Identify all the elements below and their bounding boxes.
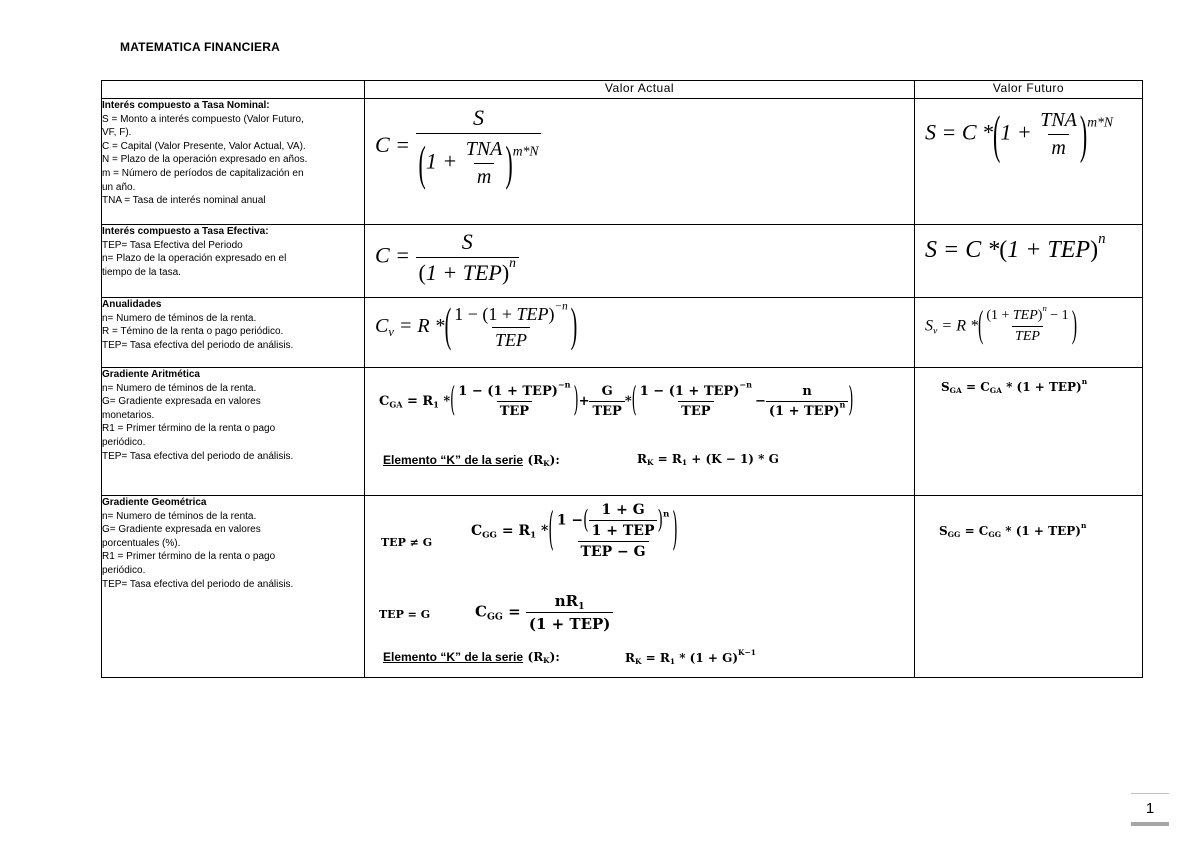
formula-vf-efectiva: S = C *(1 + TEP)$^n$ <box>925 230 1106 263</box>
row-line: N = Plazo de la operación expresado en años. <box>102 154 308 166</box>
formula-vf-gradiente-geometrica: $S_{GG} = C_{GG} * (1 + TEP)^n$ <box>939 520 1087 540</box>
header-valor-actual: Valor Actual <box>365 81 915 99</box>
formula-va-gradiente-aritmetica: $C_{GA} = R_1$ *( $\frac{1 - (1 + TEP)^{-n}}{\text{TEP}}$ )+ $\frac{G}{\text{TEP}}$ *( $\frac{1 - (1 + TEP)^{-n}}{\text{TEP}}$ − $\frac{n}{(1 + TEP)^n}$ ) <box>379 379 854 421</box>
page-number: 1 <box>1145 800 1155 817</box>
label-tep-neq-g: TEP ≠ G <box>381 536 433 549</box>
label-tep-eq-g: TEP = G <box>379 608 431 621</box>
row-line: TEP= Tasa Efectiva del Periodo <box>102 239 243 251</box>
row-description <box>102 368 365 496</box>
formula-vf-gradiente-aritmetica: $S_{GA} = C_{GA} * (1 + TEP)^n$ <box>941 376 1088 396</box>
row-line: R = Témino de la renta o pago periódico. <box>102 326 284 338</box>
formula-cell-valor-actual <box>365 298 915 368</box>
row-line: VF, F). <box>102 127 132 139</box>
header-row <box>102 81 1143 99</box>
formula-va-efectiva: C = $\frac{S}{(1 + TEP)^n}$ <box>375 229 519 286</box>
row-line: n= Numero de téminos de la renta. <box>102 312 257 324</box>
table-row <box>102 225 1143 298</box>
formula-cell-valor-actual <box>365 368 915 496</box>
row-description <box>102 225 365 298</box>
formula-cell-valor-actual <box>365 225 915 298</box>
row-line: periódico. <box>102 436 146 448</box>
row-line: TEP= Tasa efectiva del periodo de análisis. <box>102 339 294 351</box>
row-line: C = Capital (Valor Presente, Valor Actual, VA). <box>102 140 306 152</box>
row-line: TEP= Tasa efectiva del periodo de análisis. <box>102 578 294 590</box>
formula-vf-anualidades: $S_v = R$ *( $\frac{(1 + TEP)^n - 1}{\text{TEP}}$ ) <box>925 303 1078 346</box>
row-line: G= Gradiente expresada en valores <box>102 524 261 536</box>
row-line: n= Numero de téminos de la renta. <box>102 382 257 394</box>
formula-va-nominal: C = S (1 + $\frac{\text{TNA}}{m}$ )$^{m*N}$ <box>375 105 541 189</box>
row-description <box>102 496 365 678</box>
row-line: tiempo de la tasa. <box>102 266 181 278</box>
elemento-k-gg: Elemento “K” de la serie $(R_K)$: <box>383 650 560 666</box>
header-empty <box>102 81 365 99</box>
row-heading: Interés compuesto a Tasa Nominal: <box>102 100 270 111</box>
table-row <box>102 496 1143 678</box>
formula-cell-valor-futuro <box>915 298 1143 368</box>
row-description <box>102 99 365 225</box>
row-line: monetarios. <box>102 409 155 421</box>
table-row <box>102 99 1143 225</box>
row-line: S = Monto a interés compuesto (Valor Futuro, <box>102 113 304 125</box>
row-heading: Interés compuesto a Tasa Efectiva: <box>102 226 269 237</box>
formula-cell-valor-futuro <box>915 368 1143 496</box>
row-line: periódico. <box>102 564 146 576</box>
formula-rk-geometrica: $R_K = R_1 * (1 + G)^{K-1}$ <box>625 647 756 667</box>
formula-va-anualidades: $C_v = R$ *( $\frac{1 - (1 + TEP)^{-n}}{\text{TEP}}$ ) <box>375 299 578 353</box>
row-line: TEP= Tasa efectiva del periodo de análisis. <box>102 450 294 462</box>
formula-cell-valor-futuro <box>915 496 1143 678</box>
page-number-rule <box>1131 822 1169 826</box>
elemento-k-label: Elemento “K” de la serie <box>383 650 524 664</box>
row-line: G= Gradiente expresada en valores <box>102 396 261 408</box>
elemento-k-ga: Elemento “K” de la serie $(R_K)$: <box>383 453 560 469</box>
row-heading: Gradiente Geométrica <box>102 497 207 508</box>
formula-cell-valor-futuro <box>915 99 1143 225</box>
row-line: m = Número de períodos de capitalización en <box>102 167 304 179</box>
row-line: un año. <box>102 181 136 193</box>
formula-va-gradiente-geometrica: $C_{GG} = R_1$ *( 1 −( $\frac{1 + G}{\text{1 + TEP}}$ )$^n$ TEP − G ) <box>471 502 678 560</box>
row-line: porcentuales (%). <box>102 537 181 549</box>
row-heading: Gradiente Aritmética <box>102 369 200 380</box>
row-line: n= Plazo de la operación expresado en el <box>102 253 287 265</box>
formula-cell-valor-futuro <box>915 225 1143 298</box>
formula-rk-aritmetica: $R_K = R_1 + (K - 1) * G$ <box>637 452 779 468</box>
table-row <box>102 298 1143 368</box>
page-number-rule-top <box>1131 793 1169 794</box>
header-valor-futuro: Valor Futuro <box>915 81 1143 99</box>
document-title: MATEMATICA FINANCIERA <box>120 40 280 54</box>
row-heading: Anualidades <box>102 299 162 310</box>
formula-cell-valor-actual <box>365 496 915 678</box>
row-description <box>102 298 365 368</box>
row-line: R1 = Primer término de la renta o pago <box>102 423 276 435</box>
row-line: R1 = Primer término de la renta o pago <box>102 551 276 563</box>
row-line: TNA = Tasa de interés nominal anual <box>102 195 266 207</box>
formula-table <box>101 80 1143 678</box>
row-line: n= Numero de téminos de la renta. <box>102 510 257 522</box>
formula-vf-nominal: S = C *(1 + $\frac{\text{TNA}}{m}$ )$^{m*N}$ <box>925 103 1113 164</box>
elemento-k-label: Elemento “K” de la serie <box>383 453 524 467</box>
formula-cell-valor-actual <box>365 99 915 225</box>
table-row <box>102 368 1143 496</box>
formula-va-gradiente-geometrica-igual: $C_{GG}$ = $\frac{nR_1}{\text{(1 + TEP)}}$ <box>475 592 613 633</box>
